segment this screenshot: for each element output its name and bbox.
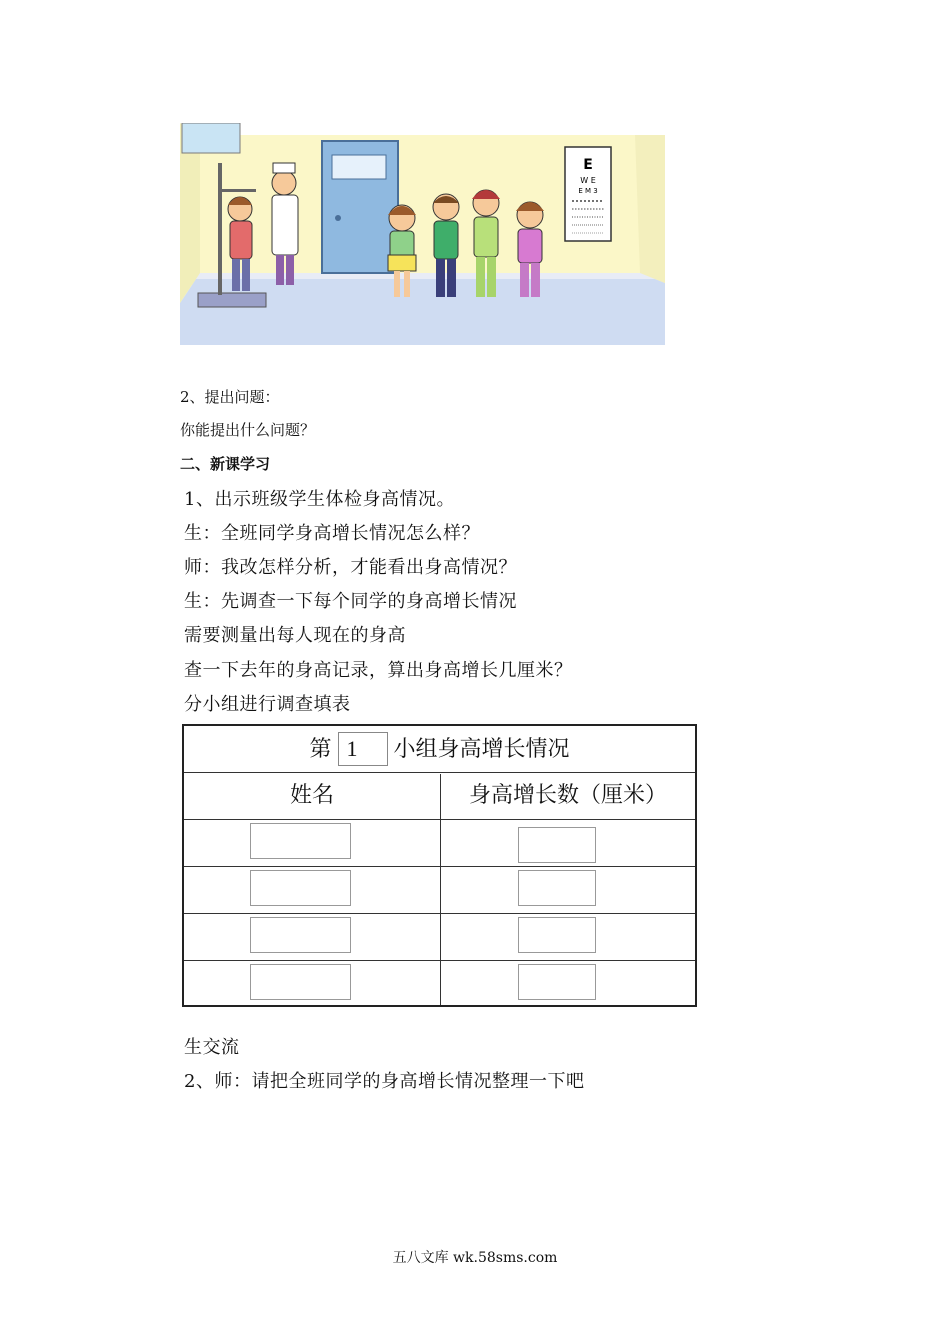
table-title-prefix: 第 [309, 737, 332, 762]
growth-input-row-1[interactable] [518, 827, 596, 863]
name-input-row-4[interactable] [250, 964, 351, 1000]
height-growth-table [182, 724, 697, 1007]
group-number-field[interactable]: 1 [338, 732, 388, 766]
paragraph-1: 1、出示班级学生体检身高情况。 [184, 489, 455, 510]
eye-chart [565, 147, 611, 241]
section-title: 二、新课学习 [180, 455, 271, 473]
name-input-row-1[interactable] [250, 823, 351, 859]
column-header-growth: 身高增长数（厘米） [468, 783, 667, 808]
footer-watermark: 五八文库 wk.58sms.com [392, 1250, 558, 1266]
paragraph-5: 需要测量出每人现在的身高 [184, 625, 406, 646]
paragraph-9: 2、师：请把全班同学的身高增长情况整理一下吧 [184, 1071, 585, 1092]
question-text: 你能提出什么问题？ [180, 421, 316, 439]
table-title-suffix: 小组身高增长情况 [393, 737, 570, 762]
svg-text:E: E [583, 157, 593, 173]
paragraph-8: 生交流 [184, 1037, 240, 1058]
name-input-row-2[interactable] [250, 870, 351, 906]
growth-input-row-2[interactable] [518, 870, 596, 906]
paragraph-7: 分小组进行调查填表 [184, 694, 351, 715]
paragraph-4: 生：先调查一下每个同学的身高增长情况 [184, 591, 517, 612]
growth-input-row-4[interactable] [518, 964, 596, 1000]
svg-text:W E: W E [580, 176, 596, 185]
name-input-row-3[interactable] [250, 917, 351, 953]
table-title [184, 732, 695, 766]
svg-text:E M 3: E M 3 [578, 187, 598, 195]
column-header-name: 姓名 [289, 783, 334, 808]
growth-input-row-3[interactable] [518, 917, 596, 953]
paragraph-2: 生：全班同学身高增长情况怎么样？ [184, 523, 480, 544]
question-heading: 2、提出问题： [180, 388, 280, 406]
paragraph-6: 查一下去年的身高记录，算出身高增长几厘米？ [184, 660, 573, 681]
paragraph-3: 师：我改怎样分析，才能看出身高情况？ [184, 557, 517, 578]
health-check-illustration [180, 123, 665, 345]
